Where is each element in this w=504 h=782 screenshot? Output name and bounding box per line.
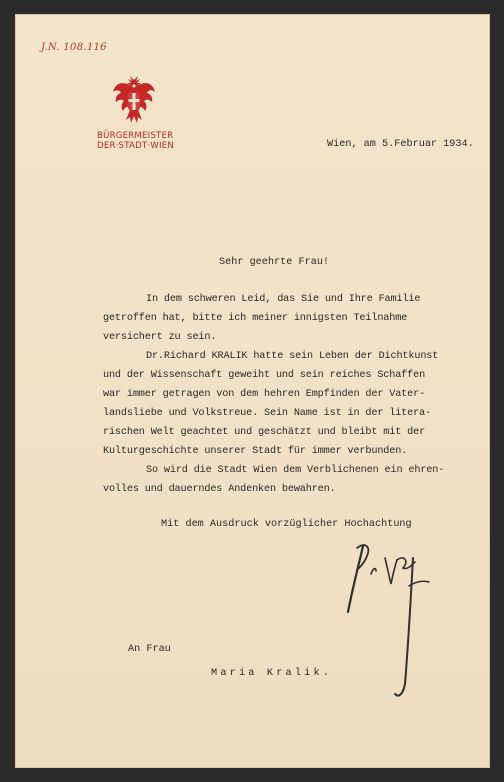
letter-date: Wien, am 5.Februar 1934. — [327, 139, 474, 150]
letterhead-title — [97, 132, 197, 151]
archive-reference-mark: J.N. 108.116 — [41, 42, 107, 53]
letter-page — [15, 14, 490, 768]
salutation: Sehr geehrte Frau! — [219, 257, 330, 268]
letterhead-line-city: DER·STADT·WIEN — [97, 140, 174, 151]
vienna-eagle-crest-icon — [111, 74, 157, 126]
letterhead-line-mayor: BÜRGERMEISTER — [97, 131, 174, 141]
body-line: getroffen hat, bitte ich meiner innigsten Teilnahme — [103, 313, 408, 324]
body-line: und der Wissenschaft geweiht und sein reiches Schaffen — [103, 370, 426, 381]
body-line: rischen Welt geachtet und geschätzt und bleibt mit der — [103, 427, 426, 438]
addressee-name: Maria Kralik. — [211, 668, 333, 679]
body-line: So wird die Stadt Wien dem Verblichenen ein ehren- — [146, 465, 445, 476]
body-line: Dr.Richard KRALIK hatte sein Leben der Dichtkunst — [146, 351, 439, 362]
body-line: volles und dauerndes Andenken bewahren. — [103, 484, 336, 495]
body-line: Kulturgeschichte unserer Stadt für immer verbunden. — [103, 446, 408, 457]
body-line: war immer getragen von dem hehren Empfinden der Vater- — [103, 389, 426, 400]
body-line: versichert zu sein. — [103, 332, 217, 343]
body-line: In dem schweren Leid, das Sie und Ihre Familie — [146, 294, 421, 305]
addressee-label: An Frau — [128, 644, 171, 655]
closing-formula: Mit dem Ausdruck vorzüglicher Hochachtung — [161, 519, 412, 530]
body-line: landsliebe und Volkstreue. Sein Name ist in der litera- — [103, 408, 431, 419]
handwritten-signature — [345, 534, 435, 704]
